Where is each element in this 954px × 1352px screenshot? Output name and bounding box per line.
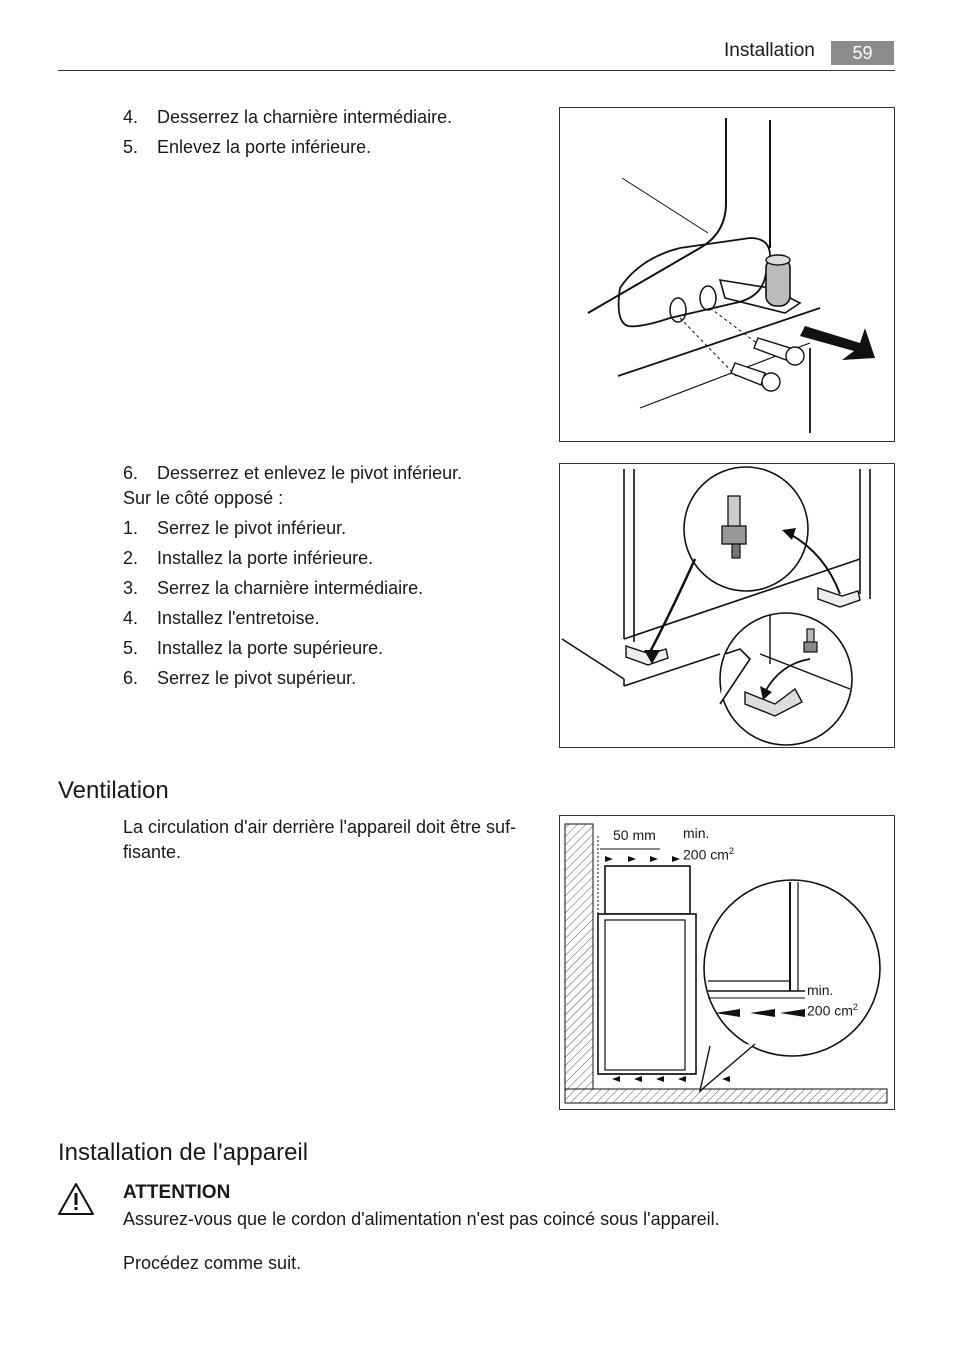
installation-heading: Installation de l'appareil [58, 1139, 309, 1166]
procedure-text: Procédez comme suit. [123, 1253, 302, 1273]
opposite-side-label: Sur le côté opposé : [123, 488, 284, 508]
step-text: Desserrez la charnière intermédiaire. [157, 107, 453, 127]
top-vent-area-label [683, 846, 734, 863]
top-vent-area-value: 200 cm [683, 846, 729, 863]
attention-text: Assurez-vous que le cordon d'alimentation n'est pas coincé sous l'appareil. [123, 1209, 720, 1229]
top-vent-min-label: min. [683, 825, 710, 841]
step-text: Installez l'entretoise. [157, 608, 320, 628]
step-text: Installez la porte inférieure. [157, 548, 374, 568]
ventilation-heading: Ventilation [58, 777, 169, 804]
pivot-swap-illustration [559, 463, 895, 748]
step-number: 4. [123, 608, 139, 628]
step-text: Serrez la charnière intermédiaire. [157, 578, 424, 598]
top-vent-area-superscript: 2 [728, 846, 734, 856]
ventilation-illustration [559, 815, 895, 1110]
step-text: Serrez le pivot supérieur. [157, 668, 357, 688]
step-number: 4. [123, 107, 139, 127]
step-text: Enlevez la porte inférieure. [157, 137, 372, 157]
step-text: Serrez le pivot inférieur. [157, 518, 347, 538]
hinge-removal-illustration [559, 107, 895, 442]
step-number: 5. [123, 137, 139, 157]
step-number: 3. [123, 578, 139, 598]
bottom-vent-area-value: 200 cm [807, 1002, 853, 1019]
step-text: Installez la porte supérieure. [157, 638, 384, 658]
step-number: 1. [123, 518, 139, 538]
page-number: 59 [831, 41, 894, 65]
warning-triangle-icon [57, 1182, 95, 1221]
attention-title: ATTENTION [123, 1182, 231, 1203]
step-number: 6. [123, 463, 139, 483]
header-divider [58, 70, 895, 71]
gap-distance-label: 50 mm [613, 827, 656, 843]
step-number: 2. [123, 548, 139, 568]
bottom-vent-area-label [807, 1002, 858, 1019]
bottom-vent-min-label: min. [807, 982, 834, 998]
step-text: Desserrez et enlevez le pivot inférieur. [157, 463, 463, 483]
header-section-title: Installation [724, 40, 815, 61]
step-number: 6. [123, 668, 139, 688]
ventilation-text-line-2: fisante. [123, 842, 182, 862]
bottom-vent-area-superscript: 2 [852, 1002, 858, 1012]
ventilation-text-line-1: La circulation d'air derrière l'appareil doit être suf- [123, 817, 517, 837]
step-number: 5. [123, 638, 139, 658]
